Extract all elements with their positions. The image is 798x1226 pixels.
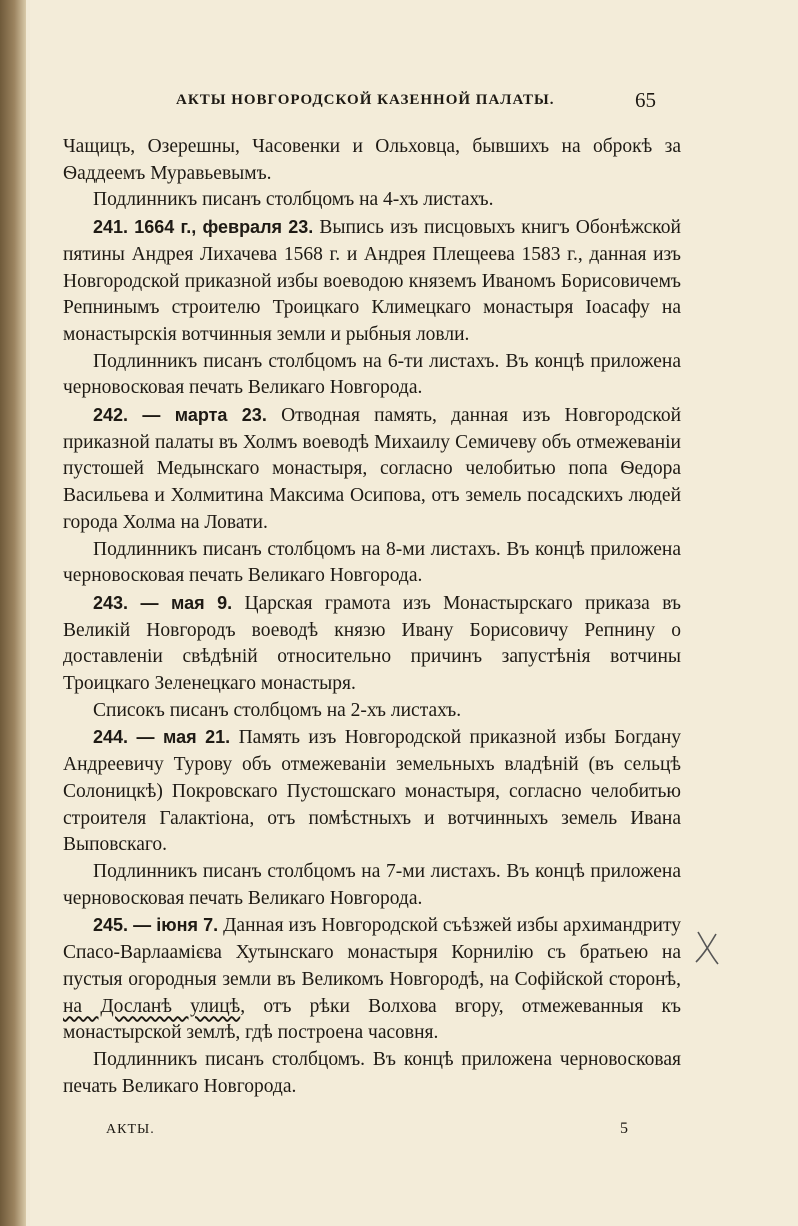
paragraph-note: Подлинникъ писанъ столбцомъ на 6-ти листахъ. Въ концѣ приложена черновосковая печать Великаго Новгорода. <box>63 350 681 399</box>
entry-number: 241. 1664 г., февраля 23. <box>93 217 314 238</box>
entry-text: Отводная память, данная изъ Новгородской приказной палаты въ Холмъ воеводѣ Михаилу Семичеву объ отмежеваніи пустошей Медынскаго монастыря, согласно челобитью попа Ѳедора Васильева и Холмитина Максима Осипова, отъ земель посадскихъ людей города Холма на Ловати. <box>63 405 682 533</box>
paragraph-note: Подлинникъ писанъ столбцомъ. Въ концѣ приложена черновосковая печать Великаго Новгорода. <box>63 1048 681 1097</box>
entry-242 <box>63 402 681 537</box>
entry-text: Память изъ Новгородской приказной избы Богдану Андреевичу Турову объ отмежеваніи земельныхъ владѣній (въ сельцѣ Солоницкѣ) Покровскаго Пустошскаго монастыря, согласно челобитью строителя Галактіона, отъ помѣстныхъ и вотчинныхъ земель Ивана Выповскаго. <box>63 727 682 856</box>
paragraph-note: Подлинникъ писанъ столбцомъ на 4-хъ листахъ. <box>93 189 494 211</box>
body-text <box>63 134 681 1100</box>
entry-text: Выпись изъ писцовыхъ книгъ Обонѣжской пятины Андрея Лихачева 1568 г. и Андрея Плещеева 1583 г., данная изъ Новгородской приказной избы воеводою княземъ Иваномъ Борисовичемъ Репнинымъ строителю Троицкаго Климецкаго монастыря Іоасафу на монастырскія вотчинныя земли и рыбныя ловли. <box>63 217 681 345</box>
page-number: 65 <box>635 88 656 112</box>
paragraph-note: Списокъ писанъ столбцомъ на 2-хъ листахъ. <box>93 699 462 721</box>
entry-number: 242. — марта 23. <box>93 405 267 426</box>
entry-244 <box>63 724 681 859</box>
paragraph-continuation: Чащицъ, Озерешны, Часовенки и Ольховца, бывшихъ на оброкѣ за Ѳаддеемъ Муравьевымъ. <box>63 136 681 184</box>
entry-number: 243. — мая 9. <box>93 592 233 613</box>
entry-243 <box>63 590 681 698</box>
entry-text: Данная изъ Новгородской съѣзжей избы архимандриту Спасо-Варлаамієва Хутынскаго монастыря Корнилію съ братьею на пустыя огородныя земли въ Великомъ Новгородѣ, на Софійской сторонѣ, <box>63 915 682 990</box>
entry-text: , отъ рѣки Волхова вгору, отмежеванныя къ монастырской землѣ, гдѣ построена часовня. <box>63 995 682 1044</box>
entry-text: Царская грамота изъ Монастырскаго приказа въ Великій Новгородъ воеводѣ князю Ивану Борисовичу Репнину о доставленіи свѣдѣній относительно причинъ запустѣнія вотчины Троицкаго Зеленецкаго монастыря. <box>63 592 682 695</box>
underlined-phrase: на Досланѣ улицѣ <box>63 995 241 1017</box>
entry-number: 245. — іюня 7. <box>93 915 219 936</box>
page <box>30 0 798 1226</box>
entry-241 <box>63 214 681 349</box>
pencil-cross-mark <box>692 928 722 968</box>
running-header: АКТЫ НОВГОРОДСКОЙ КАЗЕННОЙ ПАЛАТЫ. <box>176 92 555 108</box>
entry-245 <box>63 912 681 1047</box>
sheet-number: 5 <box>620 1120 628 1137</box>
paragraph-note: Подлинникъ писанъ столбцомъ на 8-ми листахъ. Въ концѣ приложена черновосковая печать Великаго Новгорода. <box>63 538 681 587</box>
paragraph-note: Подлинникъ писанъ столбцомъ на 7-ми листахъ. Въ концѣ приложена черновосковая печать Великаго Новгорода. <box>63 860 681 909</box>
book-spine-shadow <box>0 0 26 1226</box>
signature-mark: АКТЫ. <box>106 1122 155 1137</box>
entry-number: 244. — мая 21. <box>93 727 231 748</box>
